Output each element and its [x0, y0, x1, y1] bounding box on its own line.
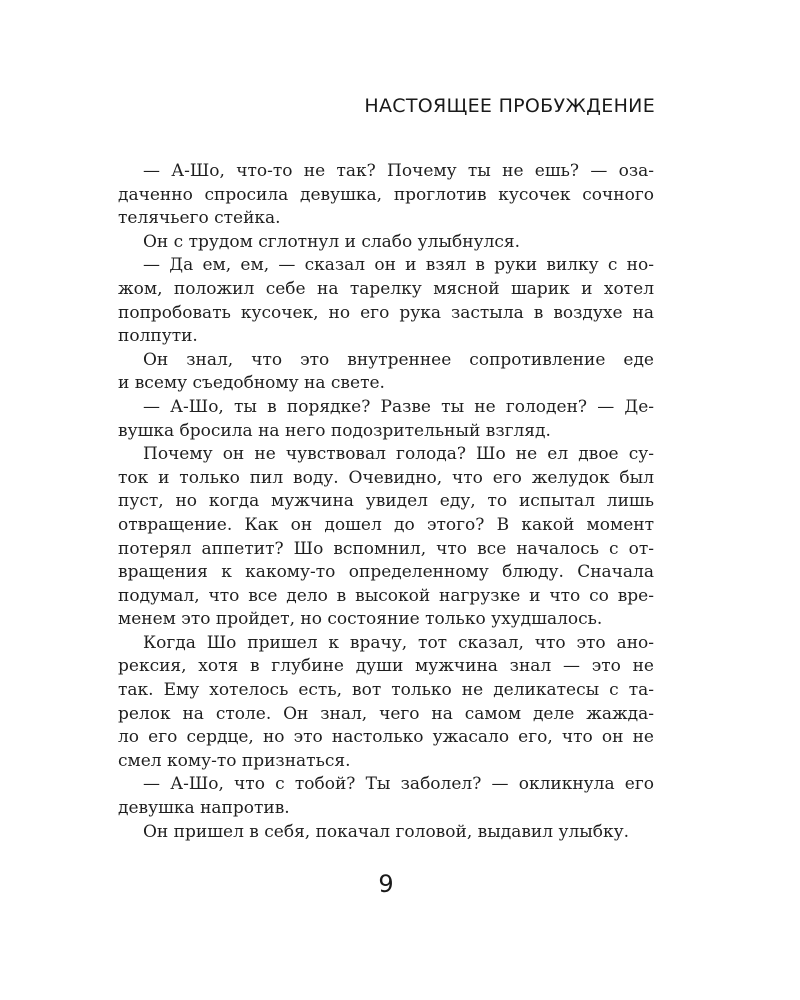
text-line: и всему съедобному на свете. — [118, 373, 385, 394]
text-line: даченно спросила девушка, проглотив кусочек сочного — [118, 184, 654, 205]
text-line: вушка бросила на него подозрительный взгляд. — [118, 420, 551, 441]
text-line: потерял аппетит? Шо вспомнил, что все началось с от- — [118, 538, 654, 559]
text-line: попробовать кусочек, но его рука застыла в воздухе на — [118, 302, 654, 323]
text-line: смел кому-то признаться. — [118, 750, 351, 771]
text-line: девушка напротив. — [118, 798, 290, 819]
text-line: Он пришел в себя, покачал головой, выдавил улыбку. — [143, 821, 630, 842]
text-line: отвращение. Как он дошел до этого? В какой момент — [118, 514, 654, 535]
text-line: так. Ему хотелось есть, вот только не деликатесы с та- — [118, 680, 654, 701]
text-line: — А-Шо, что с тобой? Ты заболел? — окликнула его — [143, 774, 654, 795]
text-line: — А-Шо, что-то не так? Почему ты не ешь? — оза- — [143, 161, 654, 181]
text-line: Когда Шо пришел к врачу, тот сказал, что это ано- — [143, 632, 654, 653]
text-line: рексия, хотя в глубине души мужчина знал — это не — [118, 656, 654, 677]
text-line: жом, положил себе на тарелку мясной шарик и хотел — [118, 278, 654, 299]
body-text — [118, 160, 654, 844]
text-line: полпути. — [118, 326, 198, 347]
text-line: ток и только пил воду. Очевидно, что его желудок был — [118, 467, 654, 488]
text-line: релок на столе. Он знал, чего на самом деле жажда- — [118, 703, 654, 724]
text-line: телячьего стейка. — [118, 208, 281, 229]
text-line: — Да ем, ем, — сказал он и взял в руки вилку с но- — [143, 255, 654, 276]
text-line: подумал, что все дело в высокой нагрузке и что со вре- — [118, 585, 654, 606]
text-line: Почему он не чувствовал голода? Шо не ел двое су- — [143, 444, 654, 465]
text-line: пуст, но когда мужчина увидел еду, то испытал лишь — [118, 491, 654, 512]
running-title: НАСТОЯЩЕЕ ПРОБУЖДЕНИЕ — [364, 95, 655, 117]
text-line: ло его сердце, но это настолько ужасало его, что он не — [118, 727, 654, 748]
text-line: Он знал, что это внутреннее сопротивление еде — [143, 349, 654, 370]
text-line: Он с трудом сглотнул и слабо улыбнулся. — [143, 231, 521, 252]
page-number: 9 — [378, 870, 394, 898]
text-line: менем это пройдет, но состояние только ухудшалось. — [118, 609, 603, 630]
text-line: вращения к какому-то определенному блюду. Сначала — [118, 562, 654, 583]
text-line: — А-Шо, ты в порядке? Разве ты не голоден? — Де- — [143, 396, 654, 417]
